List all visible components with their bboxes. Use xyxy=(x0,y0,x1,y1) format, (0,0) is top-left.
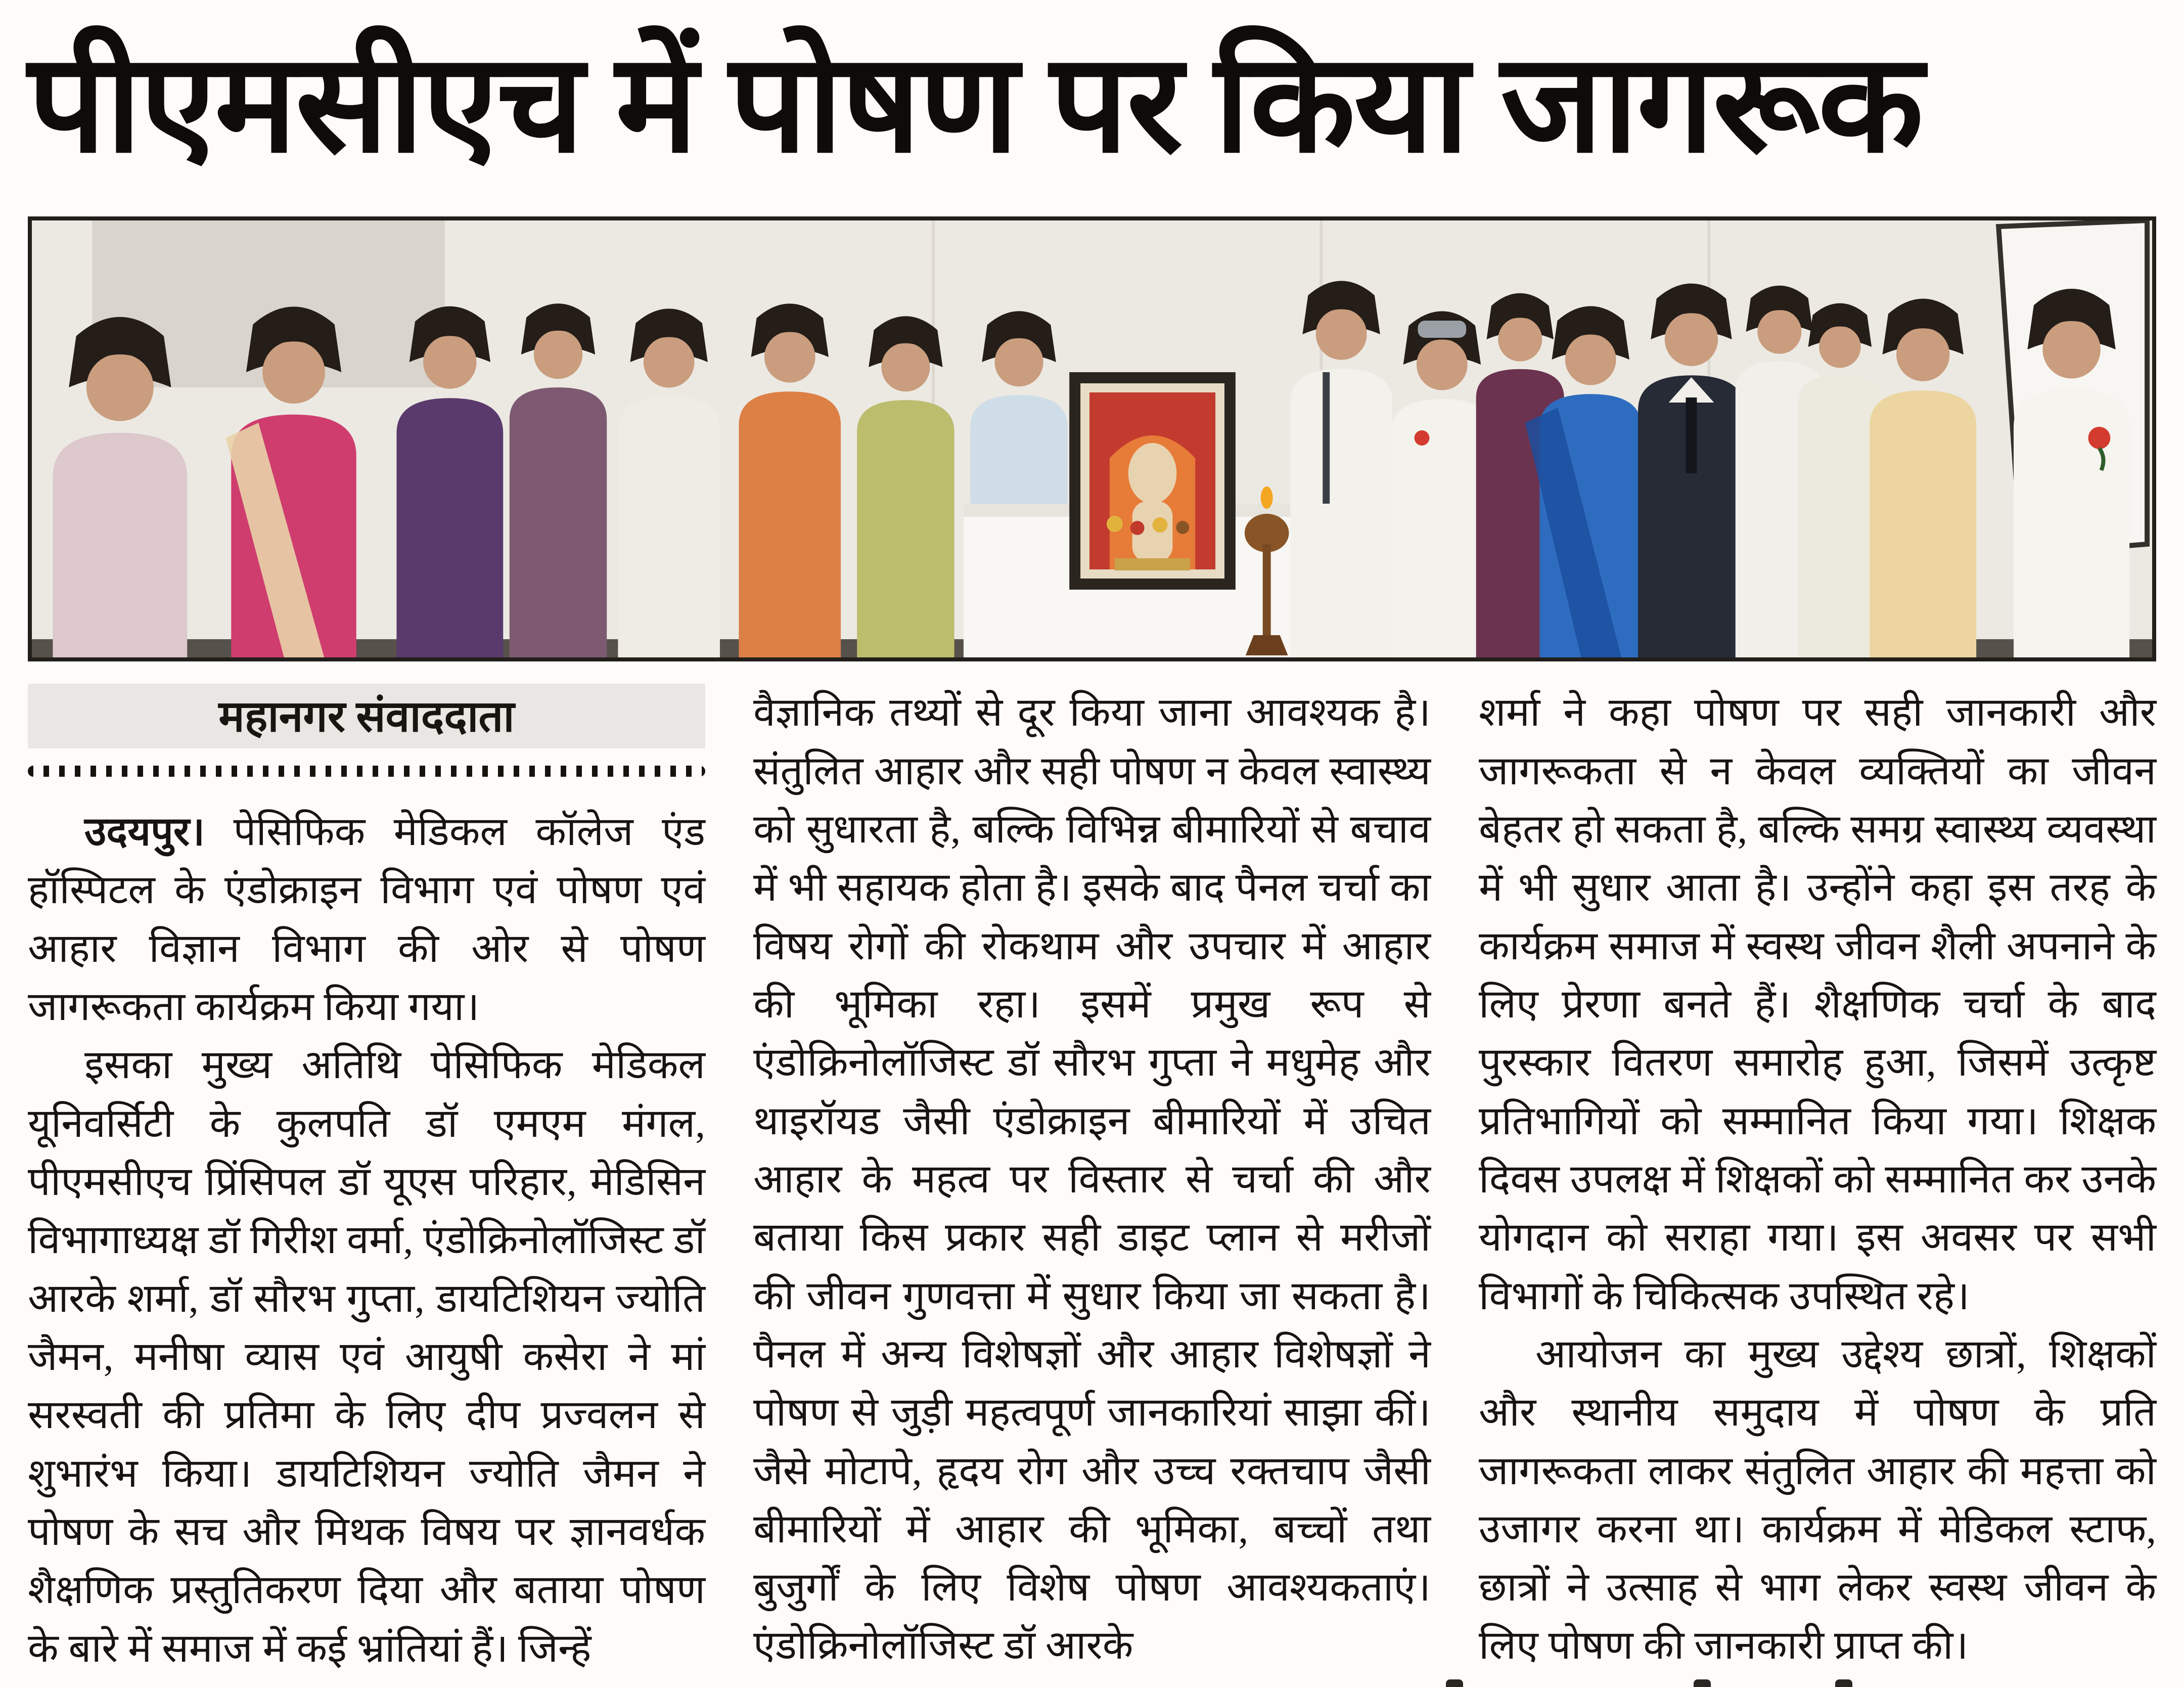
body-paragraph: आयोजन का मुख्य उद्देश्य छात्रों, शिक्षकों और स्थानीय समुदाय में पोषण के प्रति जागरूकता लाकर संतुलित आहार की महत्ता को उजागर करना था। कार्यक्रम में मेडिकल स्टाफ, छात्रों ने उत्साह से भाग लेकर स्वस्थ जीवन के लिए पोषण की जानकारी प्राप्त की। xyxy=(1479,1332,2156,1668)
article-column-1 xyxy=(28,684,705,1678)
article-column-3 xyxy=(1479,684,2156,1678)
headline: पीएमसीएच में पोषण पर किया जागरूक xyxy=(28,28,1922,181)
byline: महानगर संवाददाता xyxy=(28,684,705,748)
paragraph-text: पेसिफिक मेडिकल कॉलेज एंड हॉस्पिटल के एंडोक्राइन विभाग एवं पोषण एवं आहार विज्ञान विभाग की ओर से पोषण जागरूकता कार्यक्रम किया गया। xyxy=(28,810,705,1030)
dateline: उदयपुर। xyxy=(84,810,205,855)
body-paragraph: शर्मा ने कहा पोषण पर सही जानकारी और जागरूकता से न केवल व्यक्तियों का जीवन बेहतर हो सकता है, बल्कि समग्र स्वास्थ्य व्यवस्था में भी सुधार आता है। उन्होंने कहा इस तरह के कार्यक्रम समाज में स्वस्थ जीवन शैली अपनाने के लिए प्रेरणा बनते हैं। शैक्षणिक चर्चा के बाद पुरस्कार वितरण समारोह हुआ, जिसमें उत्कृष्ट प्रतिभागियों को सम्मानित किया गया। शिक्षक दिवस उपलक्ष में शिक्षकों को सम्मानित कर उनके योगदान को सराहा गया। इस अवसर पर सभी विभागों के चिकित्सक उपस्थित रहे। xyxy=(1479,691,2156,1318)
body-paragraph: वैज्ञानिक तथ्यों से दूर किया जाना आवश्यक है। संतुलित आहार और सही पोषण न केवल स्वास्थ्य को सुधारता है, बल्कि विभिन्न बीमारियों से बचाव में भी सहायक होता है। इसके बाद पैनल चर्चा का विषय रोगों की रोकथाम और उपचार में आहार की भूमिका रहा। इसमें प्रमुख रूप से एंडोक्रिनोलॉजिस्ट डॉ सौरभ गुप्ता ने मधुमेह और थाइरॉयड जैसी एंडोक्राइन बीमारियों में उचित आहार के महत्व पर विस्तार से चर्चा की और बताया किस प्रकार सही डाइट प्लान से मरीजों की जीवन गुणवत्ता में सुधार किया जा सकता है। पैनल में अन्य विशेषज्ञों और आहार विशेषज्ञों ने पोषण से जुड़ी महत्वपूर्ण जानकारियां साझा कीं। जैसे मोटापे, हृदय रोग और उच्च रक्तचाप जैसी बीमारियों में आहार की भूमिका, बच्चों तथा बुजुर्गों के लिए विशेष पोषण आवश्यकताएं। एंडोक्रिनोलॉजिस्ट डॉ आरके xyxy=(753,691,1431,1668)
article-body xyxy=(28,684,2156,1678)
article-column-2 xyxy=(753,684,1431,1678)
deity-picture xyxy=(1069,372,1236,590)
event-photo xyxy=(28,216,2156,661)
body-paragraph: इसका मुख्य अतिथि पेसिफिक मेडिकल यूनिवर्सिटी के कुलपति डॉ एमएम मंगल, पीएमसीएच प्रिंसिपल डॉ यूएस परिहार, मेडिसिन विभागाध्यक्ष डॉ गिरीश वर्मा, एंडोक्रिनोलॉजिस्ट डॉ आरके शर्मा, डॉ सौरभ गुप्ता, डायटिशियन ज्योति जैमन, मनीषा व्यास एवं आयुषी कसेरा ने मां सरस्वती की प्रतिमा के लिए दीप प्रज्वलन से शुभारंभ किया। डायटिशियन ज्योति जैमन ने पोषण के सच और मिथक विषय पर ज्ञानवर्धक शैक्षणिक प्रस्तुतिकरण दिया और बताया पोषण के बारे में समाज में कई भ्रांतियां हैं। जिन्हें xyxy=(28,1043,705,1671)
dotted-divider xyxy=(28,766,705,777)
body-paragraph xyxy=(28,803,705,1036)
event-photo-illustration xyxy=(32,220,2152,657)
next-line-cutoff-marks xyxy=(1410,1679,2156,1687)
